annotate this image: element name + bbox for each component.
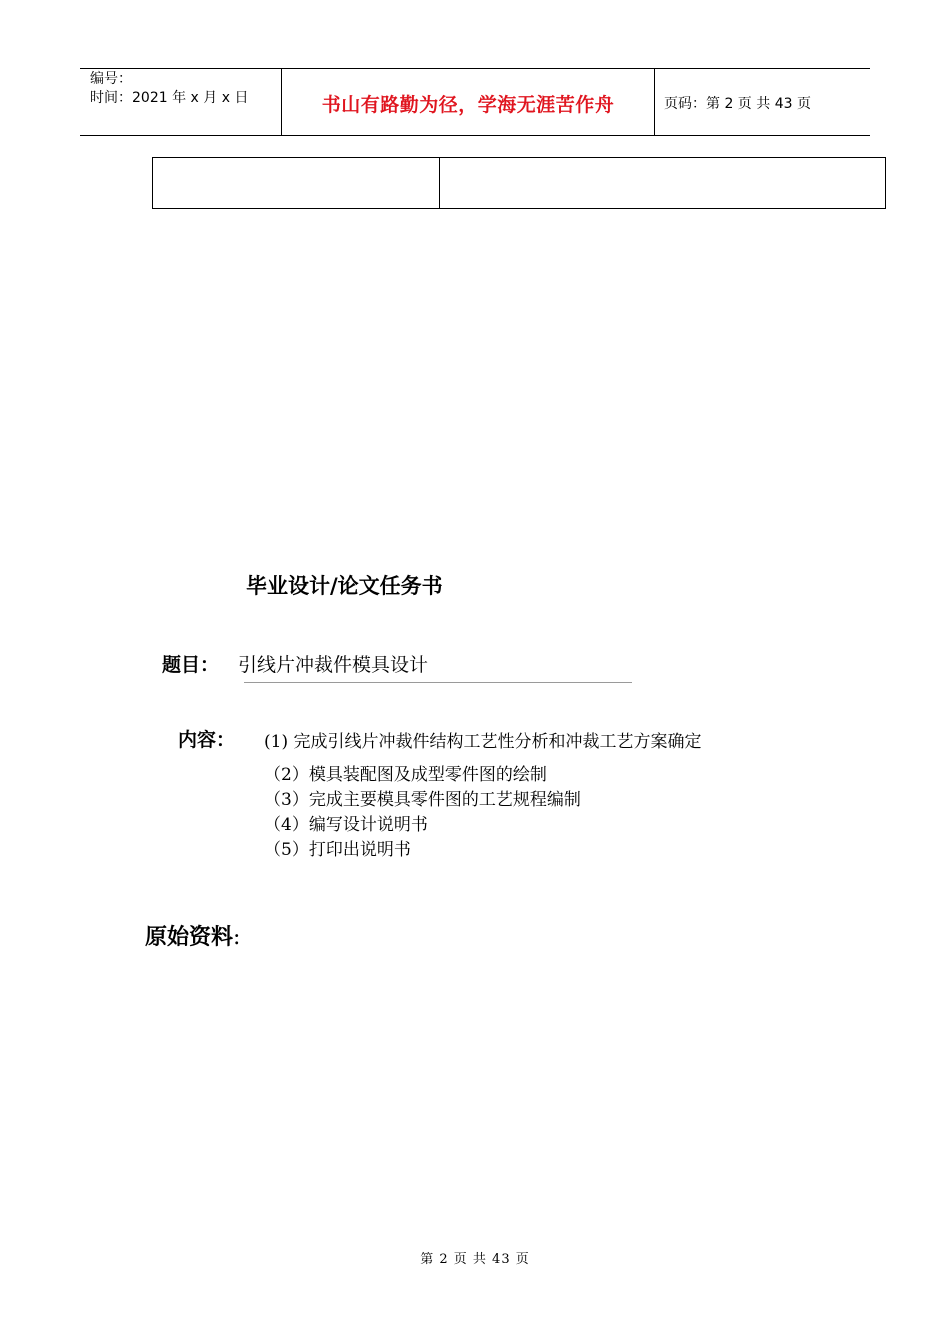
empty-table-divider — [439, 158, 440, 208]
source-material-heading — [145, 920, 240, 951]
source-label: 原始资料 — [145, 925, 234, 950]
content-item-4: （4）编写设计说明书 — [264, 815, 428, 835]
content-item-3: （3）完成主要模具零件图的工艺规程编制 — [264, 790, 581, 810]
topic-value: 引线片冲裁件模具设计 — [238, 654, 429, 676]
header-bottom-rule — [80, 135, 870, 136]
header-divider-right — [654, 68, 655, 136]
content-label: 内容： — [178, 729, 236, 751]
topic-underline — [244, 682, 632, 683]
page-info: 页码：第 2 页 共 43 页 — [664, 96, 811, 112]
content-item-1: (1) 完成引线片冲裁件结构工艺性分析和冲裁工艺方案确定 — [264, 732, 702, 752]
page-footer: 第 2 页 共 43 页 — [420, 1252, 530, 1267]
content-item-5: （5）打印出说明书 — [264, 840, 411, 860]
content-item-2: （2）模具装配图及成型零件图的绘制 — [264, 765, 547, 785]
source-colon: : — [233, 925, 241, 950]
header-meta — [90, 70, 248, 108]
time-label: 时间：2021 年 x 月 x 日 — [90, 90, 249, 106]
number-label: 编号： — [90, 71, 132, 87]
empty-table — [152, 157, 886, 209]
header-top-rule — [80, 68, 870, 69]
topic-label: 题目： — [162, 654, 220, 676]
header-motto: 书山有路勤为径，学海无涯苦作舟 — [321, 94, 615, 116]
document-title: 毕业设计/论文任务书 — [246, 574, 443, 598]
